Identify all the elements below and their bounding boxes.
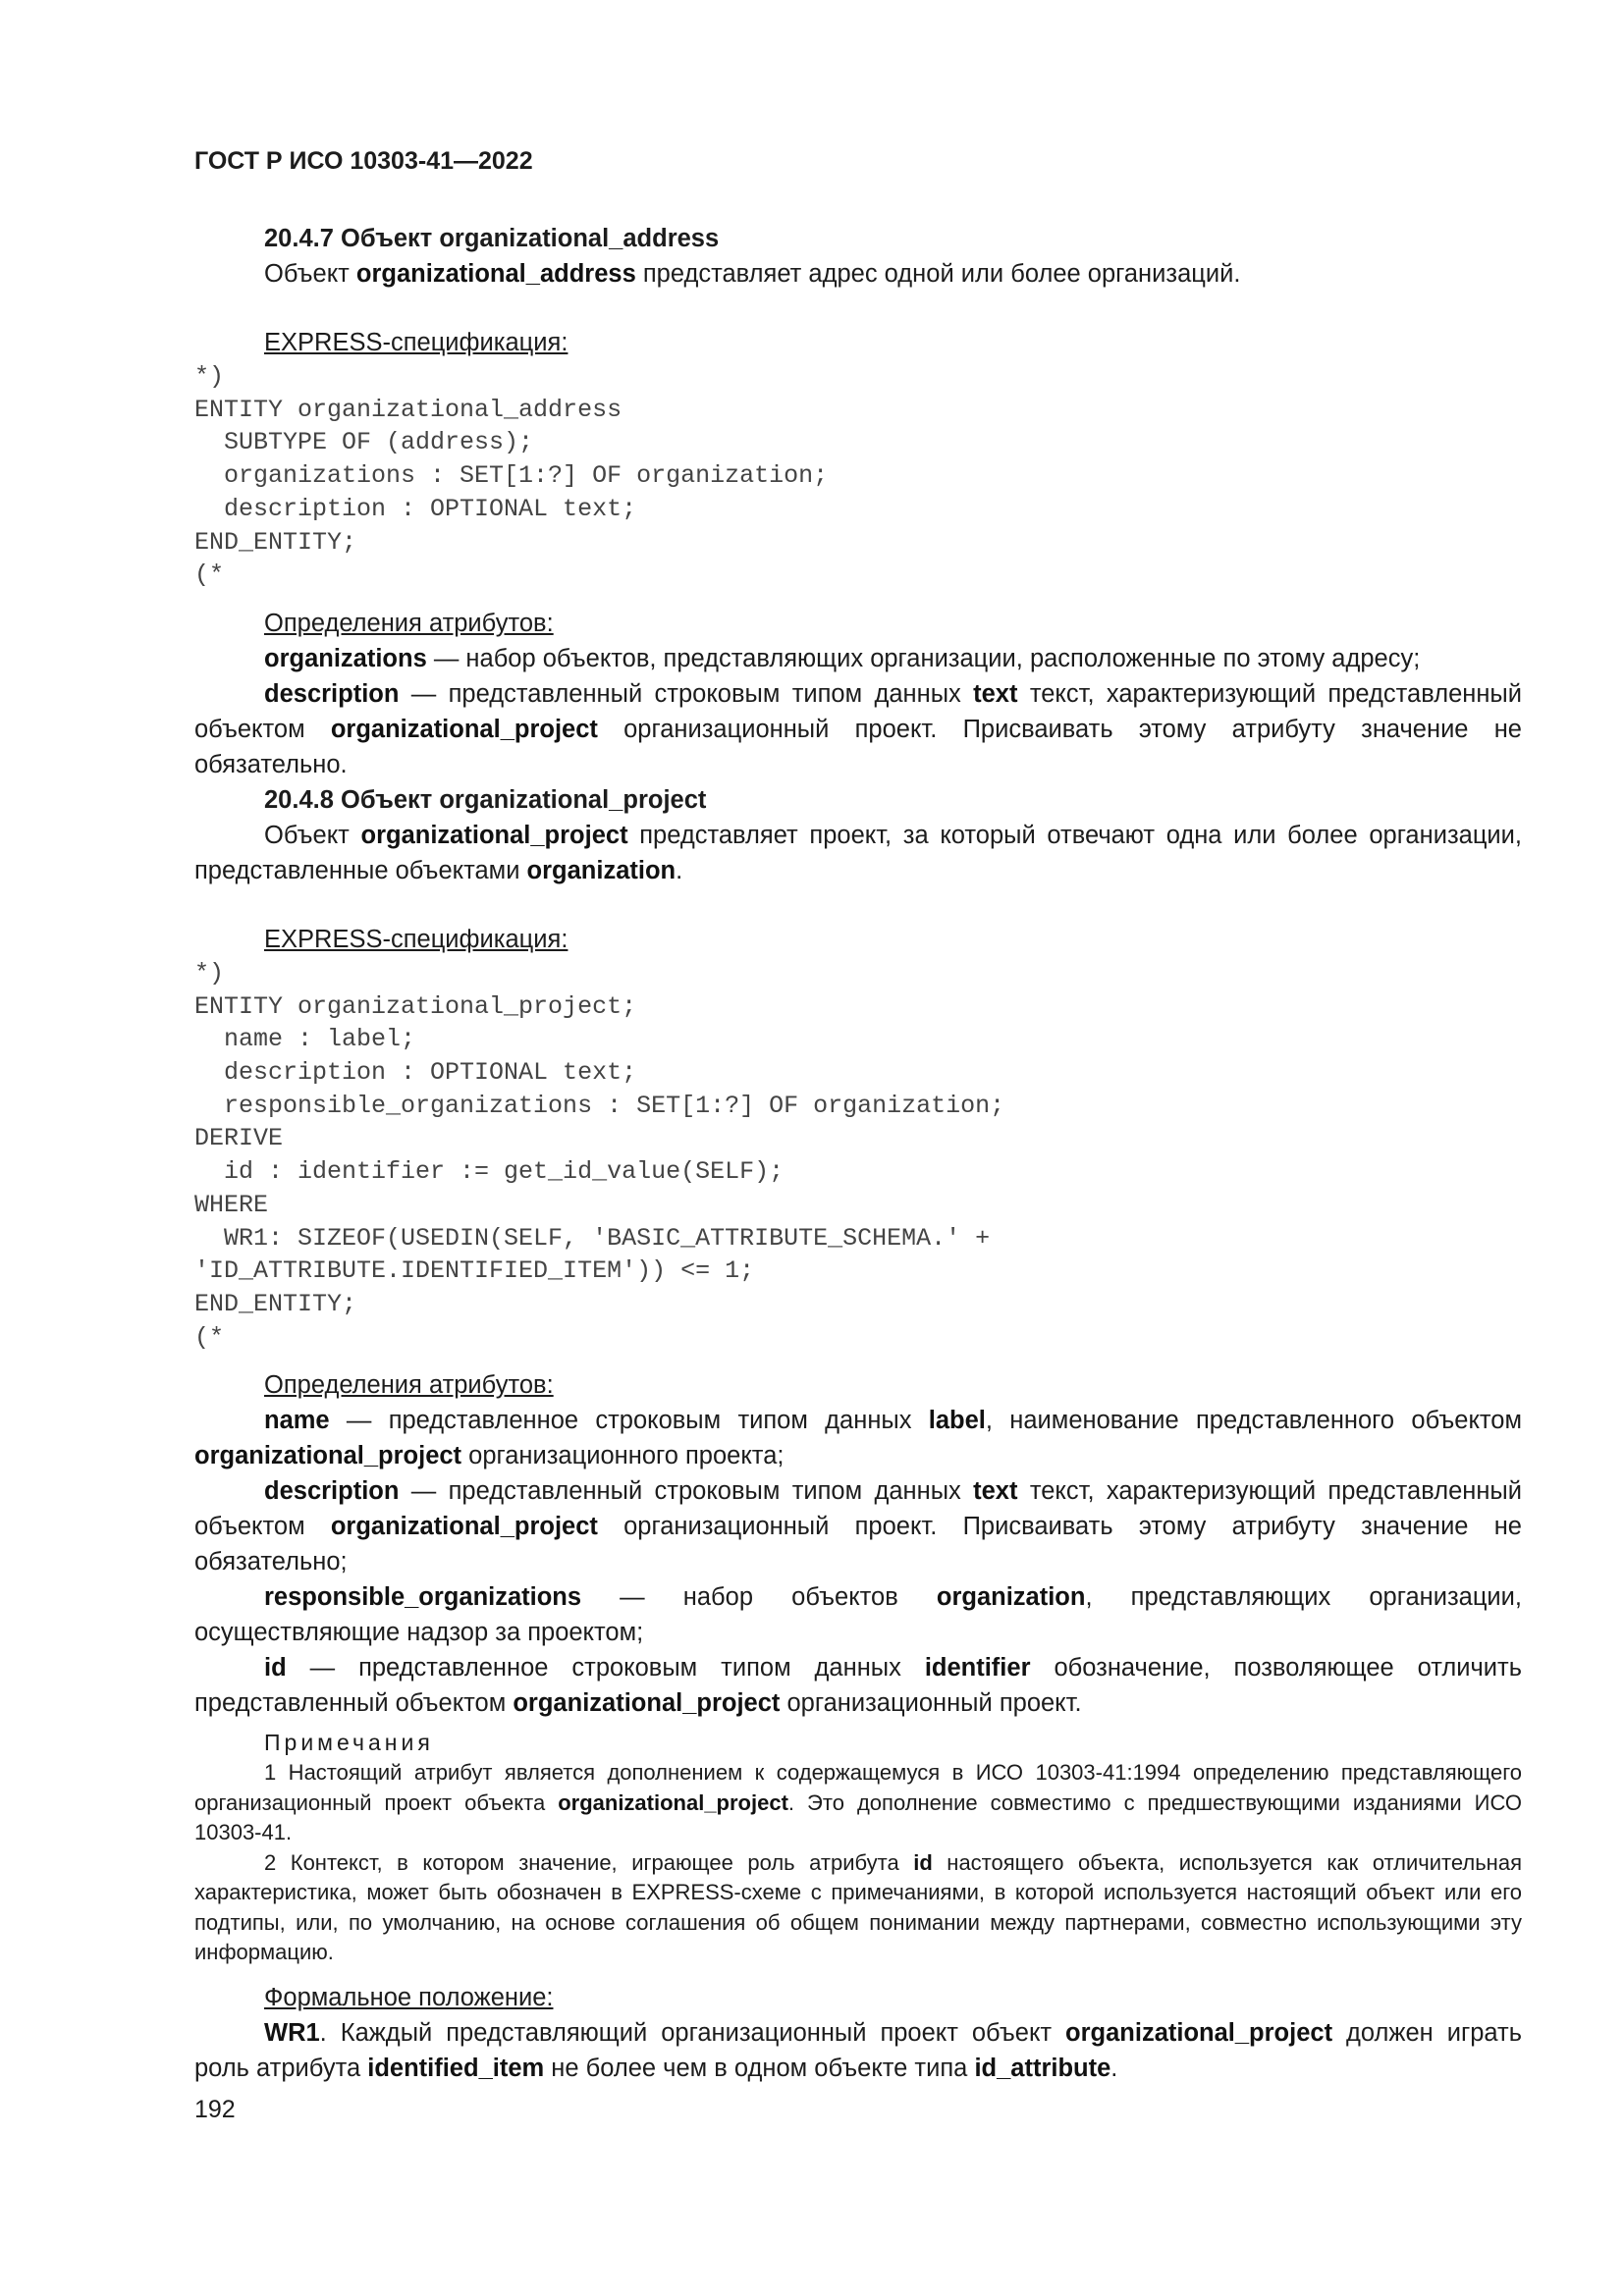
attribute-definition: description — представленный строковым типом данных text текст, характеризующий представленный объектом organizational_project организационный проект. Присваивать этому атрибуту значение не обязательно. [194, 679, 1522, 778]
section-heading-20-4-7: 20.4.7 Объект organizational_address [264, 225, 720, 252]
attribute-definition: description — представленный строковым типом данных text текст, характеризующий представленный объектом organizational_project организационный проект. Присваивать этому атрибуту значение не обязательно; [194, 1477, 1522, 1576]
attribute-definition: name — представленное строковым типом данных label, наименование представленного объектом organizational_project организационного проекта; [194, 1407, 1522, 1470]
formal-statement: WR1. Каждый представляющий организационный проект объект organizational_project должен играть роль атрибута identified_item не более чем в одном объекте типа id_attribute. [194, 2018, 1523, 2082]
attribute-definition: organizations — набор объектов, представляющих организации, расположенные по этому адресу; [264, 644, 1421, 672]
formal-statement-label: Формальное положение: [264, 1983, 554, 2011]
document-page [194, 147, 1522, 2124]
note-item: 2 Контекст, в котором значение, играющее роль атрибута id настоящего объекта, используется как отличительная характеристика, может быть обозначен в EXPRESS-схеме с примечаниями, в которой используется настоящий объект или его подтипы, или, по умолчанию, на основе соглашения об общем понимании между партнерами, совместно использующими эту информацию. [194, 1849, 1522, 1965]
notes-title: Примечания [264, 1730, 434, 1756]
attribute-definitions-label: Определения атрибутов: [264, 1371, 554, 1400]
section-heading-20-4-8: 20.4.8 Объект organizational_project [264, 785, 707, 814]
section-intro: Объект organizational_project представляет проект, за который отвечают одна или более организации, представленные объектами organization. [194, 821, 1522, 884]
express-spec-label: EXPRESS-спецификация: [264, 329, 568, 356]
document-header: ГОСТ Р ИСО 10303-41—2022 [194, 147, 533, 175]
page-number: 192 [194, 2095, 236, 2123]
express-code-block: *) ENTITY organizational_project; name : label; description : OPTIONAL text; responsible_organizations : SET[1:?] OF organization; DERIVE id : identifier := get_id_value(SELF); WHERE WR1: SIZEOF(USEDIN(SELF, 'BASIC_ATTRIBUTE_SCHEMA.' + 'ID_ATTRIBUTE.IDENTIFIED_ITEM')) <= 1; END_ENTITY; (* [194, 958, 1005, 1352]
attribute-definitions-label: Определения атрибутов: [264, 609, 554, 637]
express-code-block: *) ENTITY organizational_address SUBTYPE OF (address); organizations : SET[1:?] OF organization; description : OPTIONAL text; END_ENTITY; (* [194, 362, 829, 590]
notes-block [194, 1727, 1522, 1968]
section-intro: Объект organizational_address представляет адрес одной или более организаций. [264, 260, 1241, 288]
express-spec-label: EXPRESS-спецификация: [264, 925, 568, 953]
attribute-definition: responsible_organizations — набор объектов organization, представляющих организации, осуществляющие надзор за проектом; [194, 1583, 1522, 1647]
note-item: 1 Настоящий атрибут является дополнением к содержащемуся в ИСО 10303-41:1994 определению представляющего организационный проект объекта organizational_project. Это дополнение совместимо с предшествующими изданиями ИСО 10303-41. [194, 1760, 1522, 1845]
attribute-definition: id — представленное строковым типом данных identifier обозначение, позволяющее отличить представленный объектом organizational_project организационный проект. [194, 1654, 1522, 1718]
